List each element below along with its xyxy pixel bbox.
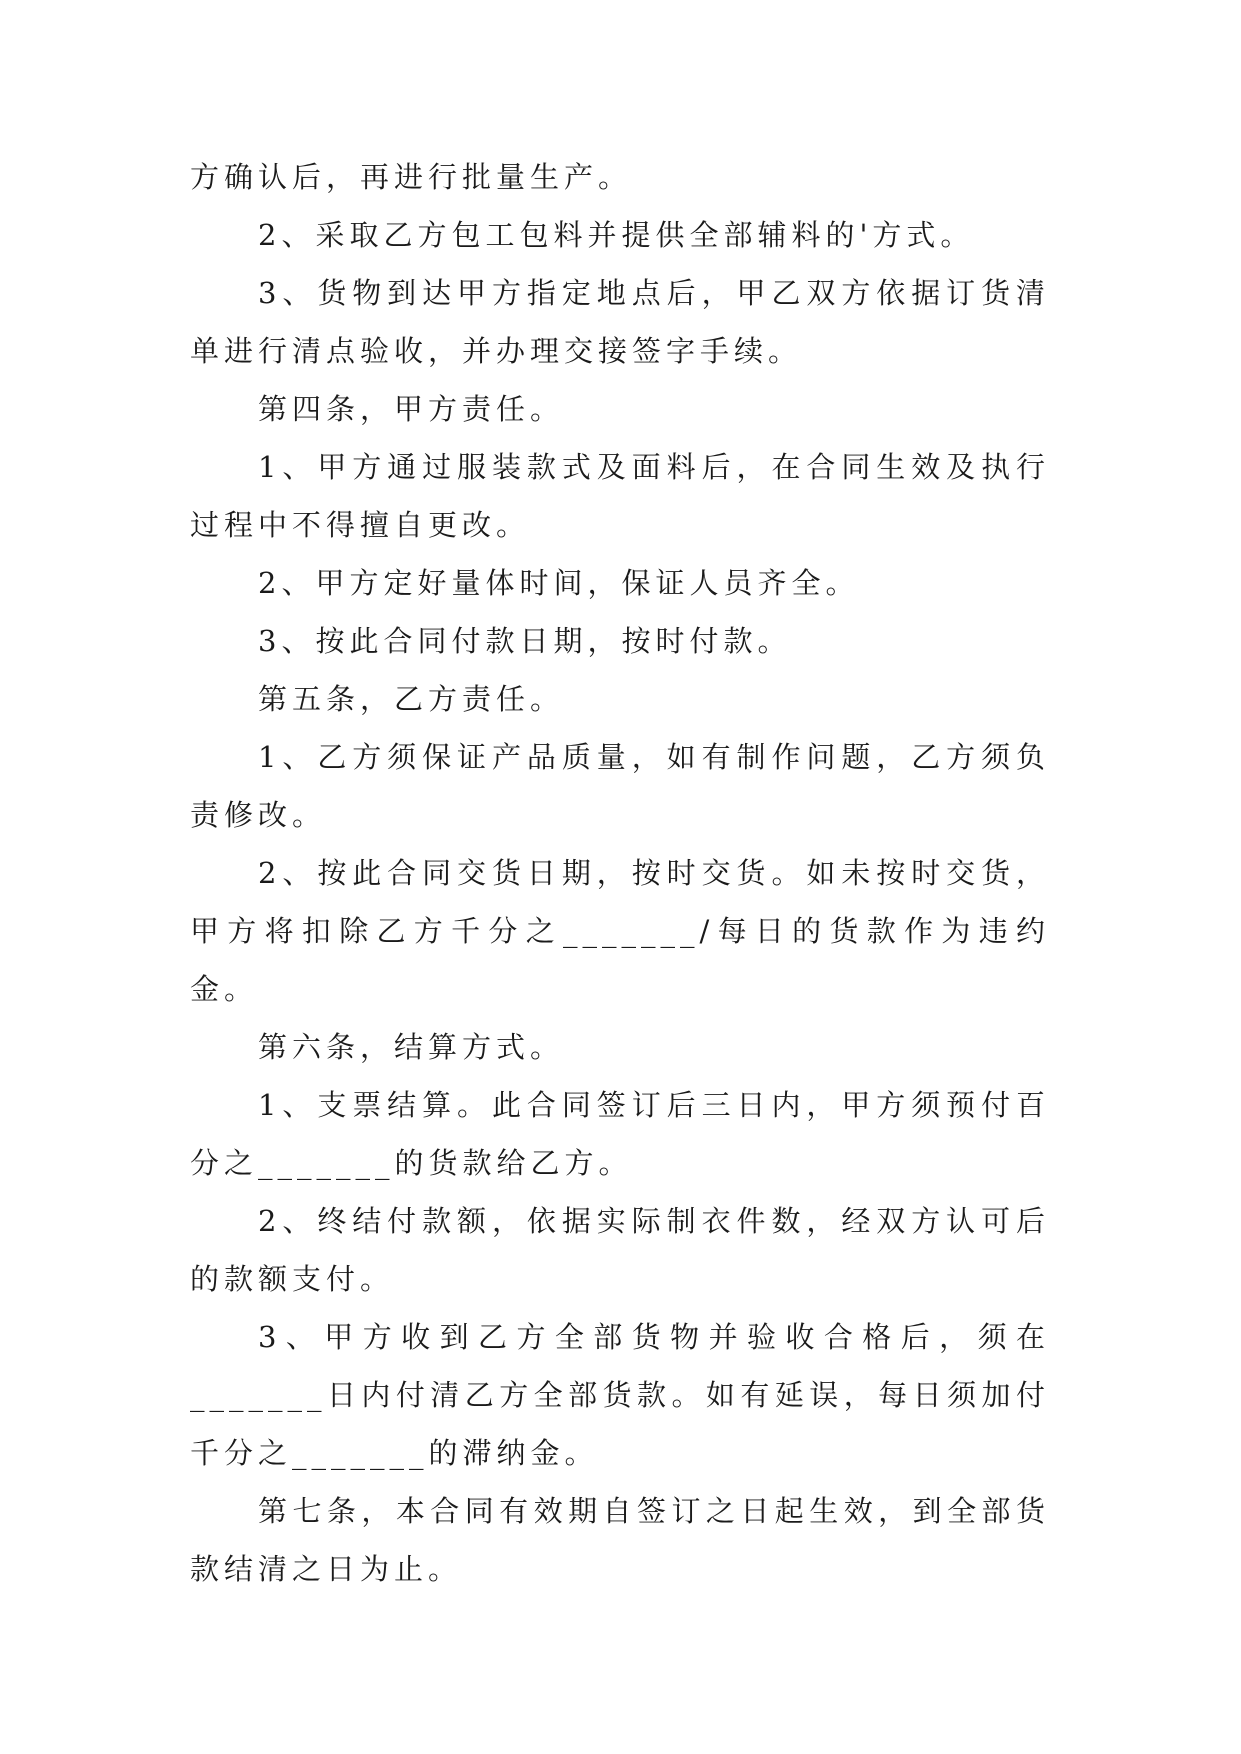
paragraph-clause-3-item-3: 3、货物到达甲方指定地点后，甲乙双方依据订货清单进行清点验收，并办理交接签字手续。 — [190, 276, 1050, 368]
paragraph-article-5-item-2: 2、按此合同交货日期，按时交货。如未按时交货，甲方将扣除乙方千分之_______/每日的货款作为违约金。 — [190, 856, 1050, 1006]
paragraph-article-7: 第七条，本合同有效期自签订之日起生效，到全部货款结清之日为止。 — [190, 1494, 1050, 1586]
section-heading-article-6: 第六条，结算方式。 — [258, 1030, 565, 1064]
paragraph-article-4-item-1: 1、甲方通过服装款式及面料后，在合同生效及执行过程中不得擅自更改。 — [190, 450, 1050, 542]
document-body — [190, 148, 1050, 1598]
paragraph-article-4-item-3: 3、按此合同付款日期，按时付款。 — [258, 624, 792, 658]
paragraph-article-6-item-2: 2、终结付款额，依据实际制衣件数，经双方认可后的款额支付。 — [190, 1204, 1050, 1296]
paragraph-article-5-item-1: 1、乙方须保证产品质量，如有制作问题，乙方须负责修改。 — [190, 740, 1050, 832]
paragraph-continuation: 方确认后，再进行批量生产。 — [190, 160, 633, 194]
paragraph-article-6-item-1: 1、支票结算。此合同签订后三日内，甲方须预付百分之_______的货款给乙方。 — [190, 1088, 1050, 1180]
paragraph-clause-3-item-2: 2、采取乙方包工包料并提供全部辅料的'方式。 — [258, 218, 975, 252]
section-heading-article-5: 第五条，乙方责任。 — [258, 682, 565, 716]
paragraph-article-4-item-2: 2、甲方定好量体时间，保证人员齐全。 — [258, 566, 860, 600]
paragraph-article-6-item-3: 3、甲方收到乙方全部货物并验收合格后，须在_______日内付清乙方全部货款。如有延误，每日须加付千分之_______的滞纳金。 — [190, 1320, 1050, 1470]
section-heading-article-4: 第四条，甲方责任。 — [258, 392, 565, 426]
